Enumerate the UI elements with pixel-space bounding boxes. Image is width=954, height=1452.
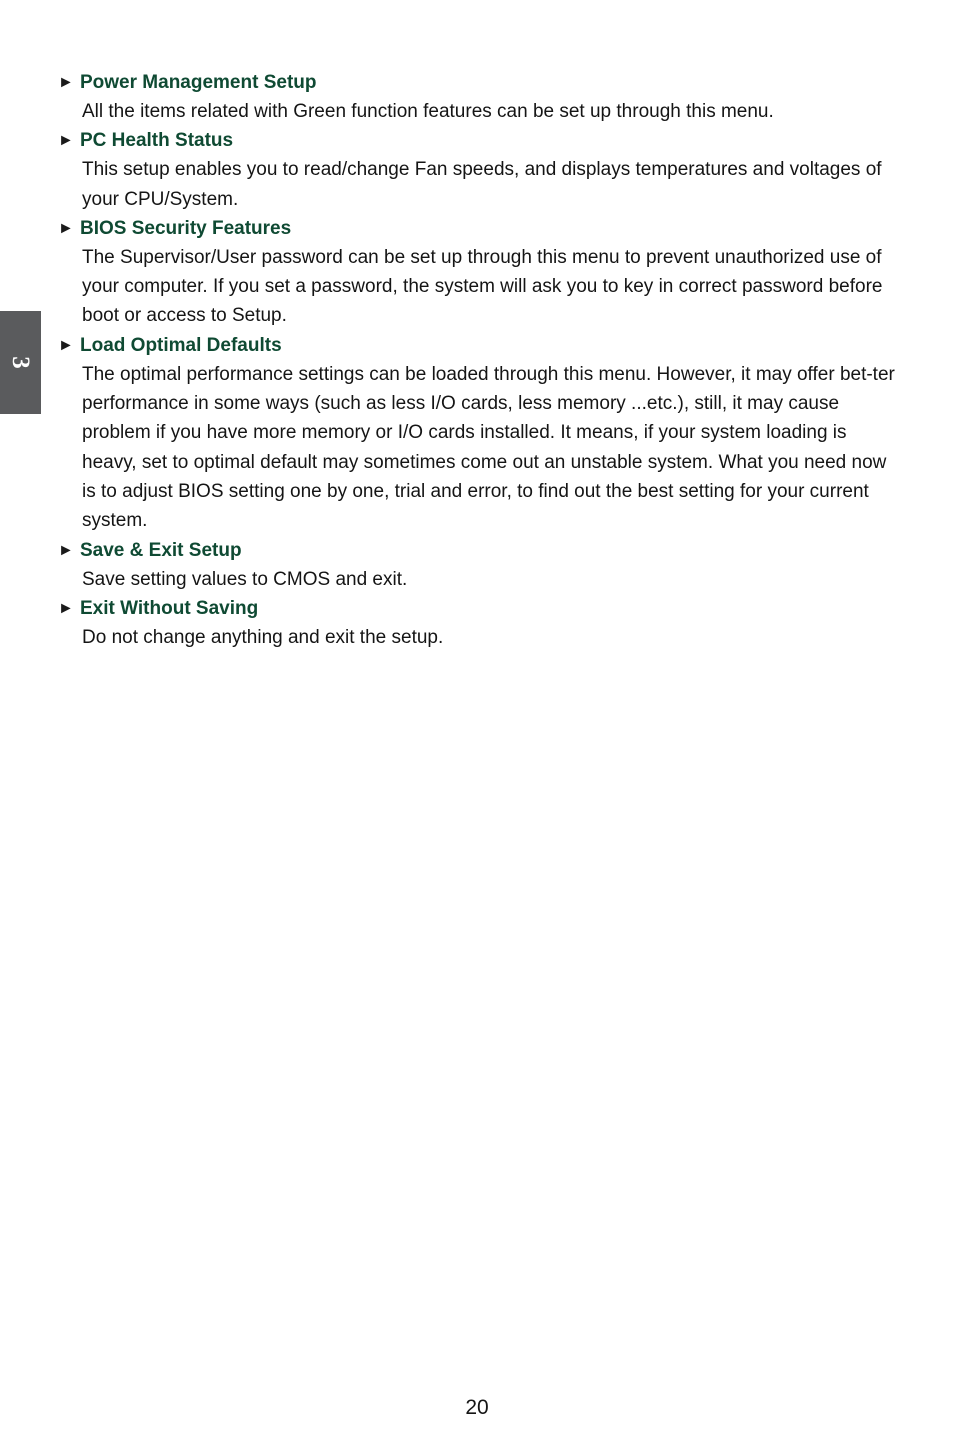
section-title: Power Management Setup xyxy=(80,72,317,93)
section-description: The Supervisor/User password can be set up through this menu to prevent unauthorized use of your computer. If you set a password, the system will ask you to key in correct password before boot or access to Setup. xyxy=(82,246,883,327)
section-description: This setup enables you to read/change Fan speeds, and displays temperatures and voltages of your CPU/System. xyxy=(82,159,882,210)
section-heading xyxy=(58,214,898,243)
section-description: All the items related with Green function features can be set up through this menu. xyxy=(82,101,774,122)
section-heading xyxy=(58,331,898,360)
section-power-management-setup xyxy=(58,68,898,126)
section-save-exit-setup xyxy=(58,536,898,594)
section-title: PC Health Status xyxy=(80,130,234,152)
section-heading xyxy=(58,536,898,565)
triangle-right-icon: ► xyxy=(58,74,74,91)
section-heading xyxy=(58,68,898,97)
section-heading xyxy=(58,126,898,155)
triangle-right-icon: ► xyxy=(58,336,74,354)
section-title: Exit Without Saving xyxy=(80,597,259,619)
section-pc-health-status xyxy=(58,126,898,214)
section-description: Save setting values to CMOS and exit. xyxy=(82,568,408,590)
section-description: The optimal performance settings can be loaded through this menu. However, it may offer bet-ter performance in some ways (such as less I/O cards, less memory ...etc.), still, it may cause problem if you have more memory or I/O cards installed. It means, if your system loading is heavy, set to optimal default may sometimes come out an unstable system. What you need now is to adjust BIOS setting one by one, trial and error, to find out the best setting for your current system. xyxy=(82,363,895,532)
chapter-tab xyxy=(0,311,41,414)
triangle-right-icon: ► xyxy=(58,599,74,617)
section-title: BIOS Security Features xyxy=(80,217,292,239)
chapter-number: 3 xyxy=(7,356,34,369)
triangle-right-icon: ► xyxy=(58,132,74,150)
triangle-right-icon: ► xyxy=(58,541,74,559)
section-exit-without-saving xyxy=(58,594,898,652)
section-load-optimal-defaults xyxy=(58,331,898,536)
section-bios-security-features xyxy=(58,214,898,331)
triangle-right-icon: ► xyxy=(58,219,74,237)
section-title: Load Optimal Defaults xyxy=(80,334,282,356)
page-number: 20 xyxy=(465,1396,489,1419)
document-body xyxy=(58,68,898,652)
section-heading xyxy=(58,594,898,623)
section-title: Save & Exit Setup xyxy=(80,539,242,561)
section-description: Do not change anything and exit the setup. xyxy=(82,626,444,648)
